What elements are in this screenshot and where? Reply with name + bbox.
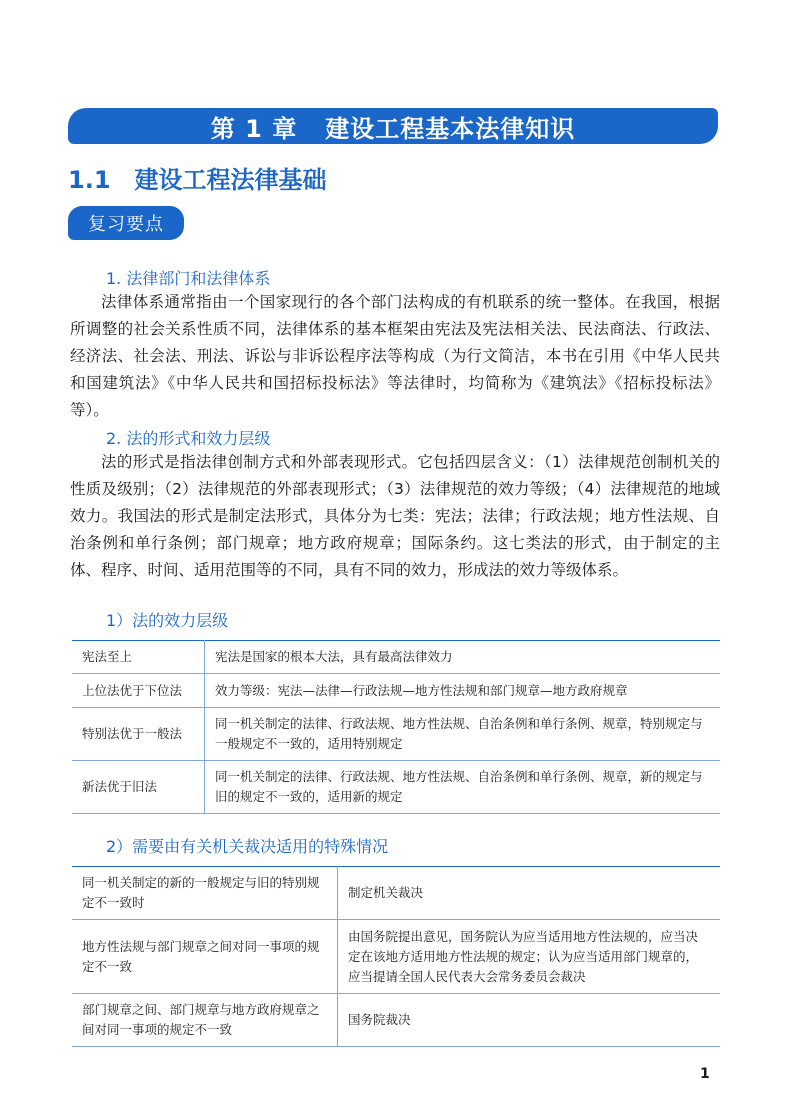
table-row bbox=[72, 674, 720, 708]
table-cell: 地方性法规与部门规章之间对同一事项的规定不一致 bbox=[72, 920, 338, 994]
point-heading-2: 2. 法的形式和效力层级 bbox=[106, 429, 271, 448]
section-title bbox=[68, 160, 327, 195]
table-cell: 宪法是国家的根本大法，具有最高法律效力 bbox=[205, 641, 721, 674]
chapter-banner bbox=[68, 108, 718, 144]
table-cell: 部门规章之间、部门规章与地方政府规章之间对同一事项的规定不一致 bbox=[72, 994, 338, 1047]
table-row bbox=[72, 867, 720, 920]
special-cases-table bbox=[72, 866, 720, 1047]
effect-hierarchy-table bbox=[72, 640, 720, 814]
table-cell: 制定机关裁决 bbox=[338, 867, 721, 920]
table-cell: 国务院裁决 bbox=[338, 994, 721, 1047]
table-row bbox=[72, 994, 720, 1047]
section-number: 1.1 bbox=[68, 166, 111, 194]
section-title-text: 建设工程法律基础 bbox=[134, 166, 327, 194]
table-row bbox=[72, 920, 720, 994]
point-paragraph-2: 法的形式是指法律创制方式和外部表现形式。它包括四层含义：（1）法律规范创制机关的性质及级别；（2）法律规范的外部表现形式；（3）法律规范的效力等级；（4）法律规范的地域效力。我国法的形式是制定法形式，具体分为七类：宪法；法律；行政法规；地方性法规、自治条例和单行条例；部门规章；地方政府规章；国际条约。这七类法的形式，由于制定的主体、程序、时间、适用范围等的不同，具有不同的效力，形成法的效力等级体系。 bbox=[70, 453, 720, 579]
point-heading-1: 1. 法律部门和法律体系 bbox=[106, 269, 271, 288]
chapter-title: 建设工程基本法律知识 bbox=[325, 114, 576, 143]
table-row bbox=[72, 708, 720, 761]
table-cell: 新法优于旧法 bbox=[72, 761, 205, 814]
table-cell: 同一机关制定的新的一般规定与旧的特别规定不一致时 bbox=[72, 867, 338, 920]
table-row bbox=[72, 641, 720, 674]
page-number: 1 bbox=[700, 1066, 710, 1082]
table2-title: 2）需要由有关机关裁决适用的特殊情况 bbox=[106, 837, 389, 856]
table-cell: 宪法至上 bbox=[72, 641, 205, 674]
review-points-label: 复习要点 bbox=[68, 206, 184, 240]
table-cell: 效力等级：宪法—法律—行政法规—地方性法规和部门规章—地方政府规章 bbox=[205, 674, 721, 708]
table-cell: 同一机关制定的法律、行政法规、地方性法规、自治条例和单行条例、规章，特别规定与一般规定不一致的，适用特别规定 bbox=[205, 708, 721, 761]
table-cell: 上位法优于下位法 bbox=[72, 674, 205, 708]
chapter-number: 第 1 章 bbox=[210, 114, 298, 143]
table-row bbox=[72, 761, 720, 814]
table-cell: 同一机关制定的法律、行政法规、地方性法规、自治条例和单行条例、规章，新的规定与旧的规定不一致的，适用新的规定 bbox=[205, 761, 721, 814]
table1-title: 1）法的效力层级 bbox=[106, 611, 229, 630]
point-paragraph-1: 法律体系通常指由一个国家现行的各个部门法构成的有机联系的统一整体。在我国，根据所调整的社会关系性质不同，法律体系的基本框架由宪法及宪法相关法、民法商法、行政法、经济法、社会法、刑法、诉讼与非诉讼程序法等构成（为行文简洁，本书在引用《中华人民共和国建筑法》《中华人民共和国招标投标法》等法律时，均简称为《建筑法》《招标投标法》等）。 bbox=[70, 293, 720, 419]
table-cell: 特别法优于一般法 bbox=[72, 708, 205, 761]
table-cell: 由国务院提出意见，国务院认为应当适用地方性法规的，应当决定在该地方适用地方性法规的规定；认为应当适用部门规章的，应当提请全国人民代表大会常务委员会裁决 bbox=[338, 920, 721, 994]
